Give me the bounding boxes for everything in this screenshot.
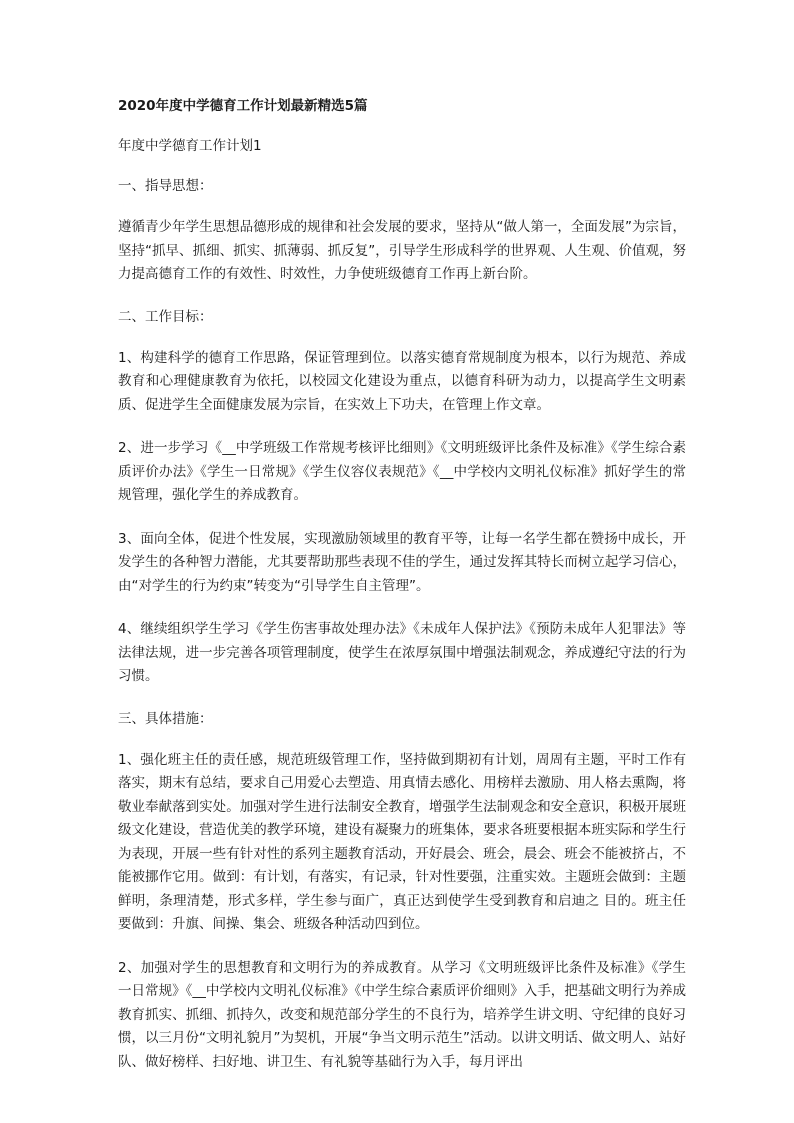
plan-subtitle: 年度中学德育工作计划1 xyxy=(118,138,262,154)
section-heading-work-goals: 二、工作目标： xyxy=(118,308,213,325)
work-goal-item-3: 3、面向全体，促进个性发展，实现激励领域里的教育平等，让每一名学生都在赞扬中成长，开发学生的各种智力潜能，尤其要帮助那些表现不佳的学生，通过发挥其特长而树立起学习信心，由“对学生的行为约束”转变为“引导学生自主管理”。 xyxy=(118,530,686,594)
work-goal-item-4: 4、继续组织学生学习《学生伤害事故处理办法》《未成年人保护法》《预防未成年人犯罪法》等法律法规，进一步完善各项管理制度，使学生在浓厚氛围中增强法制观念，养成遵纪守法的行为习惯。 xyxy=(118,621,686,684)
guiding-ideology-paragraph: 遵循青少年学生思想品德形成的规律和社会发展的要求，坚持从“做人第一，全面发展”为宗旨，坚持“抓早、抓细、抓实、抓薄弱、抓反复”，引导学生形成科学的世界观、人生观、价值观，努力提高德育工作的有效性、时效性，力争使班级德育工作再上新台阶。 xyxy=(118,219,686,282)
measure-item-1: 1、强化班主任的责任感，规范班级管理工作，坚持做到期初有计划，周周有主题，平时工作有落实，期末有总结，要求自己用爱心去塑造、用真情去感化、用榜样去激励、用人格去熏陶，将敬业奉献落到实处。加强对学生进行法制安全教育，增强学生法制观念和安全意识，积极开展班级文化建设，营造优美的教学环境，建设有凝聚力的班集体，要求各班要根据本班实际和学生行为表现，开展一些有针对性的系列主题教育活动，开好晨会、班会，晨会、班会不能被挤占，不能被挪作它用。做到：有计划，有落实，有记录，针对性要强，注重实效。主题班会做到：主题鲜明，条理清楚，形式多样，学生参与面广，真正达到使学生受到教育和启迪之 目的。班主任要做到：升旗、间操、集会、班级各种活动四到位。 xyxy=(118,751,686,932)
section-heading-specific-measures: 三、具体措施： xyxy=(118,710,213,727)
section-heading-guiding-ideology: 一、指导思想： xyxy=(118,178,213,194)
measure-item-2: 2、加强对学生的思想教育和文明行为的养成教育。从学习《文明班级评比条件及标准》《学生一日常规》《__中学校内文明礼仪标准》《中学生综合素质评价细则》入手，把基础文明行为养成教育抓实、抓细、抓持久，改变和规范部分学生的不良行为，培养学生讲文明、守纪律的良好习惯，以三月份“文明礼貌月”为契机，开展“争当文明示范生”活动。以讲文明话、做文明人、站好队、做好榜样、扫好地、讲卫生、有礼貌等基础行为入手，每月评出 xyxy=(118,959,686,1070)
work-goal-item-2: 2、进一步学习《__中学班级工作常规考核评比细则》《文明班级评比条件及标准》《学生综合素质评价办法》《学生一日常规》《学生仪容仪表规范》《__中学校内文明礼仪标准》抓好学生的常规管理，强化学生的养成教育。 xyxy=(118,440,686,503)
document-title: 2020年度中学德育工作计划最新精选5篇 xyxy=(118,98,368,114)
work-goal-item-1: 1、构建科学的德育工作思路，保证管理到位。以落实德育常规制度为根本，以行为规范、养成教育和心理健康教育为依托，以校园文化建设为重点，以德育科研为动力，以提高学生文明素质、促进学生全面健康发展为宗旨，在实效上下功夫，在管理上作文章。 xyxy=(118,349,686,413)
